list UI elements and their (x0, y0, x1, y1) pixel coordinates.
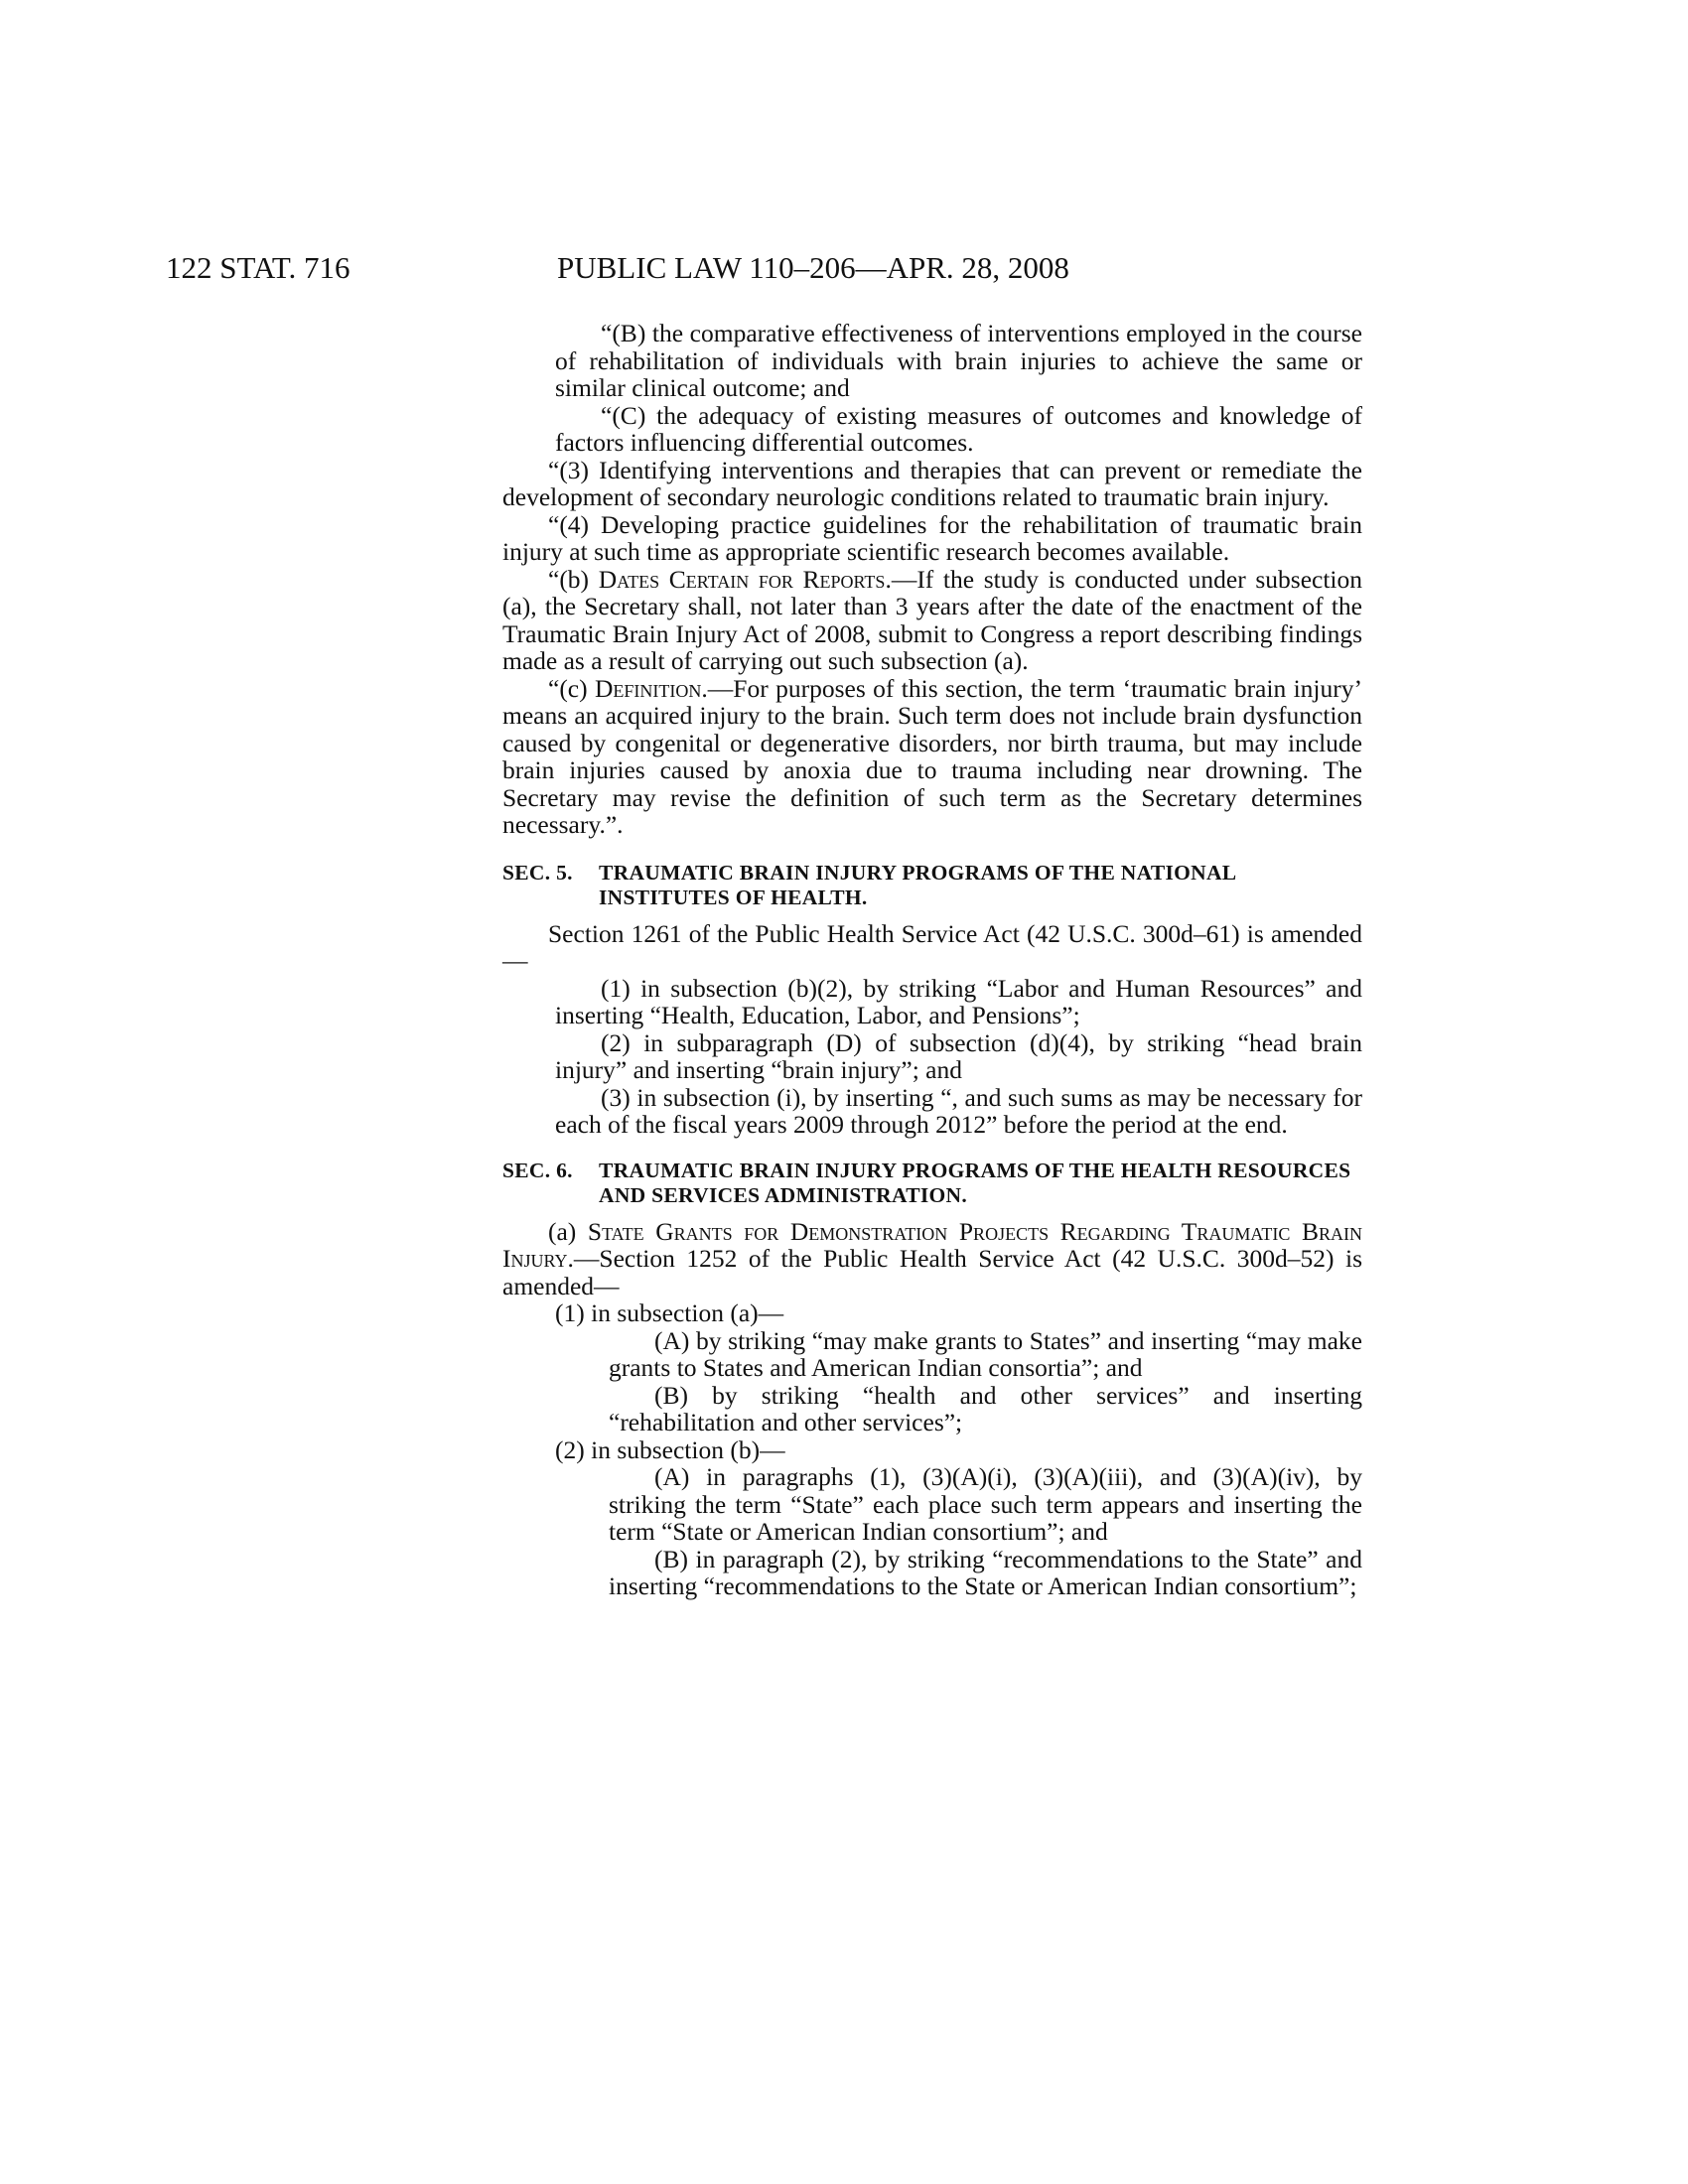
subsection-b-dates-certain (502, 566, 1362, 675)
section-6a-prefix: (a) (548, 1216, 588, 1246)
subsection-c-caption: Definition (595, 673, 702, 703)
section-5-item-2: (2) in subparagraph (D) of subsection (d)(4), by striking “head brain injury” and inserting “brain injury”; and (555, 1027, 1362, 1084)
subsection-b-prefix: “(b) (548, 564, 599, 594)
clause-c-adequacy-of-measures: “(C) the adequacy of existing measures of outcomes and knowledge of factors influencing differential outcomes. (555, 400, 1362, 457)
subsection-c-definition (502, 675, 1362, 839)
section-5-number: SEC. 5. (502, 860, 573, 885)
section-6-item-1-B: (B) by striking “health and other services” and inserting “rehabilitation and other services”; (609, 1380, 1362, 1436)
section-6-item-1: (1) in subsection (a)— (555, 1298, 784, 1327)
section-5-title: TRAUMATIC BRAIN INJURY PROGRAMS OF THE NATIONAL INSTITUTES OF HEALTH. (599, 860, 1236, 909)
section-5-intro: Section 1261 of the Public Health Service Act (42 U.S.C. 300d–61) is amended— (502, 918, 1362, 975)
section-6-item-2-A: (A) in paragraphs (1), (3)(A)(i), (3)(A)(iii), and (3)(A)(iv), by striking the term “State” each place such term appears and inserting the term “State or American Indian consortium”; and (609, 1462, 1362, 1546)
section-6-subsection-a (502, 1218, 1362, 1300)
running-head: PUBLIC LAW 110–206—APR. 28, 2008 (557, 250, 1069, 285)
section-5-heading (502, 861, 1362, 910)
paragraph-3-interventions: “(3) Identifying interventions and therapies that can prevent or remediate the development of secondary neurologic conditions related to traumatic brain injury. (502, 455, 1362, 511)
section-6-item-1-A: (A) by striking “may make grants to States” and inserting “may make grants to States and American Indian consortia”; and (609, 1325, 1362, 1382)
section-6a-caption: State Grants for Demonstration Projects Regarding Traumatic Brain Injury (502, 1216, 1362, 1273)
subsection-c-prefix: “(c) (548, 673, 596, 703)
section-6-heading (502, 1159, 1362, 1208)
section-6-item-2-B: (B) in paragraph (2), by striking “recommendations to the State” and inserting “recommendations to the State or American Indian consortium”; (609, 1544, 1362, 1600)
clause-b-comparative-effectiveness: “(B) the comparative effectiveness of interventions employed in the course of rehabilitation of individuals with brain injuries to achieve the same or similar clinical outcome; and (555, 319, 1362, 402)
section-6a-text: .—Section 1252 of the Public Health Service Act (42 U.S.C. 300d–52) is amended— (502, 1244, 1362, 1300)
section-5-item-1: (1) in subsection (b)(2), by striking “Labor and Human Resources” and inserting “Health, Education, Labor, and Pensions”; (555, 973, 1362, 1029)
subsection-b-caption: Dates Certain for Reports (598, 564, 886, 594)
subsection-b-text: .—If the study is conducted under subsection (a), the Secretary shall, not later than 3 years after the date of the enactment of the Traumatic Brain Injury Act of 2008, submit to Congress a report describing findings made as a result of carrying out such subsection (a). (502, 564, 1362, 675)
section-6-title: TRAUMATIC BRAIN INJURY PROGRAMS OF THE HEALTH RESOURCES AND SERVICES ADMINISTRATION. (599, 1158, 1351, 1207)
subsection-c-text: .—For purposes of this section, the term ‘traumatic brain injury’ means an acquired injury to the brain. Such term does not include brain dysfunction caused by congenital or degenerative disorders, nor birth trauma, but may include brain injuries caused by anoxia due to trauma including near drowning. The Secretary may revise the definition of such term as the Secretary determines necessary.”. (502, 673, 1362, 839)
paragraph-4-practice-guidelines: “(4) Developing practice guidelines for the rehabilitation of traumatic brain injury at such time as appropriate scientific research becomes available. (502, 509, 1362, 566)
statute-page-reference: 122 STAT. 716 (166, 250, 351, 285)
document-body (502, 320, 1362, 1600)
section-6-item-2: (2) in subsection (b)— (555, 1434, 785, 1464)
section-6-number: SEC. 6. (502, 1158, 573, 1182)
section-5-item-3: (3) in subsection (i), by inserting “, and such sums as may be necessary for each of the fiscal years 2009 through 2012” before the period at the end. (555, 1082, 1362, 1139)
